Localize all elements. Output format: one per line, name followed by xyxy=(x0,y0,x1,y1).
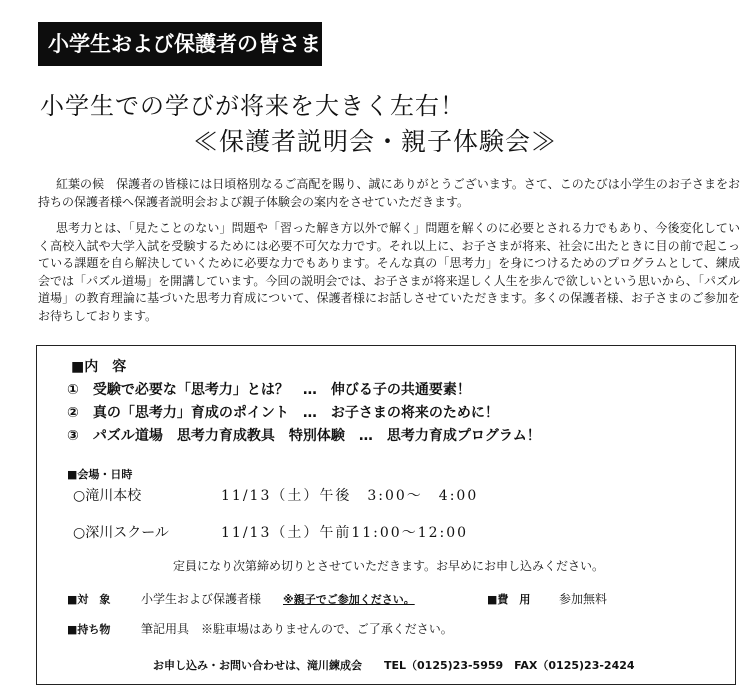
headline: 小学生での学びが将来を大きく左右！ xyxy=(40,92,465,120)
venue-time: 11/13（土）午前11:00～12:00 xyxy=(221,525,469,541)
content-item: ② 真の「思考力」育成のポイント … お子さまの将来のために！ xyxy=(67,405,499,421)
event-title: ≪保護者説明会・親子体験会≫ xyxy=(192,127,557,156)
target-value: 小学生および保護者様 xyxy=(141,592,262,606)
belongings-value: 筆記用具 ※駐車場はありませんので、ご了承ください。 xyxy=(141,622,453,636)
belongings-label: ■持ち物 xyxy=(67,623,111,636)
fee-label: ■費 用 xyxy=(487,593,531,606)
venue-name: ○滝川本校 xyxy=(73,488,142,504)
venue-name: ○深川スクール xyxy=(73,525,169,541)
venue-time: 11/13（土）午後 3:00～ 4:00 xyxy=(221,488,479,504)
event-details-box xyxy=(36,345,736,685)
content-item: ① 受験で必要な「思考力」とは？ … 伸びる子の共通要素！ xyxy=(67,382,471,398)
schedule-heading: ■会場・日時 xyxy=(67,468,133,481)
contact-info: お申し込み・お問い合わせは、滝川練成会 TEL（0125)23-5959 FAX（0125)23-2424 xyxy=(153,659,635,672)
content-item: ③ パズル道場 思考力育成教具 特別体験 … 思考力育成プログラム！ xyxy=(67,428,541,444)
greeting-paragraph: 紅葉の候 保護者の皆様には日頃格別なるご高配を賜り、誠にありがとうございます。さて、このたびは小学生のお子さまをお持ちの保護者様へ保護者説明会および親子体験会の案内をさせていただきます。 xyxy=(38,177,740,209)
fee-value: 参加無料 xyxy=(559,592,608,606)
target-note: ※親子でご参加ください。 xyxy=(283,593,415,606)
target-label: ■対 象 xyxy=(67,593,111,606)
description-paragraph: 思考力とは、「見たことのない」問題や「習った解き方以外で解く」問題を解くのに必要とされる力でもあり、今後変化していく高校入試や大学入試を受験するためには必要不可欠な力です。それ以上に、お子さまが将来、社会に出たときに目の前で起こっている課題を自ら解決していくために必要な力でもあります。そんな真の「思考力」を身につけるためのプログラムとして、練成会では「パズル道場」を開講しています。今回の説明会では、お子さまが将来逞しく人生を歩んで欲しいという思いから、「パズル道場」の教育理論に基づいた思考力育成について、保護者様にお話しさせていただきます。多くの保護者様、お子さまのご参加をお待ちしております。 xyxy=(38,221,740,323)
audience-banner: 小学生および保護者の皆さま xyxy=(38,22,322,66)
capacity-notice: 定員になり次第締め切りとさせていただきます。お早めにお申し込みください。 xyxy=(173,559,605,573)
content-heading: ■内 容 xyxy=(71,359,127,375)
